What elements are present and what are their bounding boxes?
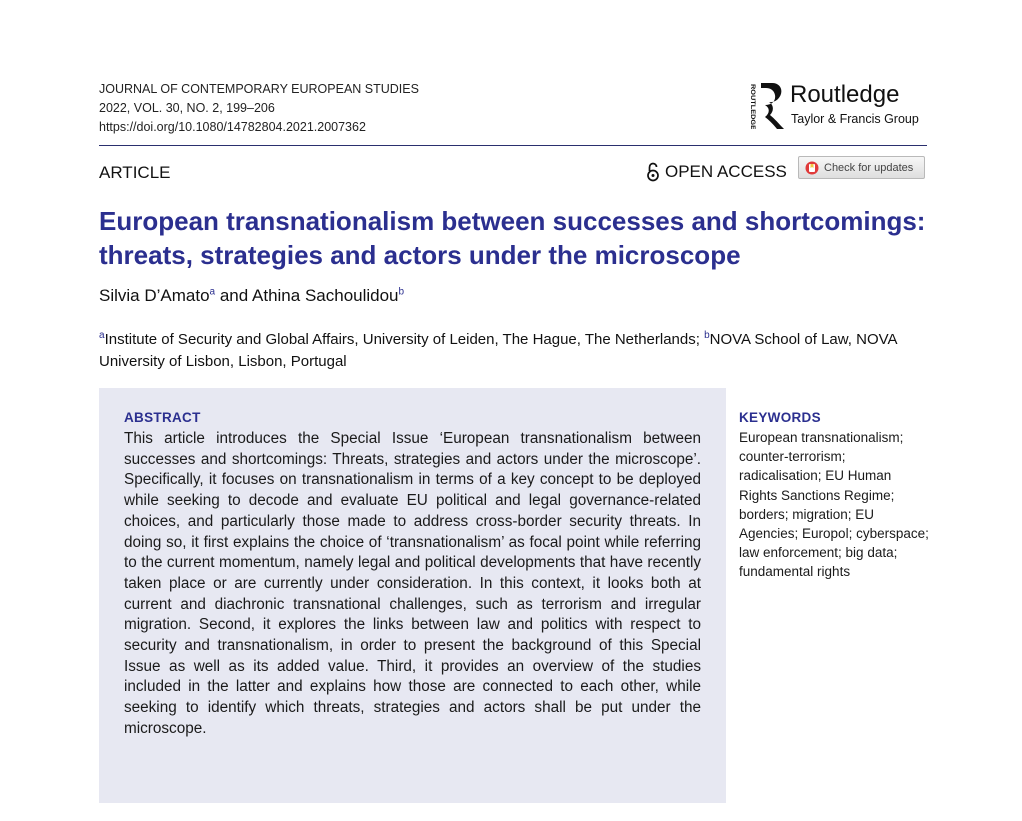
affiliations [99, 325, 929, 373]
publisher-name: Routledge [790, 81, 900, 108]
crossmark-icon [805, 161, 819, 175]
affiliation-a: Institute of Security and Global Affairs, University of Leiden, The Hague, The Netherlands; [104, 331, 700, 348]
author-2[interactable]: Athina Sachoulidou [252, 286, 399, 305]
routledge-vertical-text: ROUTLEDGE [749, 84, 756, 126]
author-list [99, 286, 404, 306]
journal-info [99, 80, 419, 137]
publisher-logo [746, 79, 931, 131]
author-1[interactable]: Silvia D’Amato [99, 286, 210, 305]
article-type-label: ARTICLE [99, 163, 171, 182]
open-access-text: OPEN ACCESS [665, 162, 787, 181]
affiliation-a-marker: a [99, 330, 105, 341]
open-lock-icon [646, 162, 660, 182]
routledge-r-logo [758, 81, 786, 131]
keywords-heading: KEYWORDS [739, 410, 821, 425]
abstract-heading: ABSTRACT [124, 410, 201, 425]
routledge-vertical-wordmark [746, 81, 756, 129]
abstract-body: This article introduces the Special Issue ‘European transnationalism between successes and shortcomings: Threats, strategies and actors under the microscope’. Specifically, it focuses on transnationalism in terms of a key concept to be deployed while seeking to decode and evaluate EU political and legal governance-related choices, and particularly those made to address cross-border security threats. In doing so, it first explains the choice of ‘transnationalism’ as focal point while referring to the current momentum, namely legal and political developments that have recently taken place or are currently under consideration. In this context, it looks both at current and diachronic transnational challenges, such as terrorism and irregular migration. Second, it explores the links between law and politics with respect to security and transnationalism, in order to present the background of this Special Issue as well as its added value. Third, it provides an overview of the studies included in the latter and explains how those are connected to each other, while seeking to identify which threats, strategies and actors shall be put under the microscope. [124, 430, 701, 737]
keywords-list: European transnationalism; counter-terrorism; radicalisation; EU Human Rights Sanctions Regime; borders; migration; EU Agencies; Europol; cyberspace; law enforcement; big data; fundamental rights [739, 430, 929, 580]
affiliation-b-marker: b [704, 330, 710, 341]
publisher-subtitle: Taylor & Francis Group [791, 112, 919, 126]
header-divider [99, 145, 927, 146]
author-1-affiliation-marker: a [209, 286, 216, 298]
journal-name: JOURNAL OF CONTEMPORARY EUROPEAN STUDIES [99, 82, 419, 96]
journal-doi[interactable]: https://doi.org/10.1080/14782804.2021.2007362 [99, 120, 366, 134]
check-for-updates-button[interactable] [798, 156, 925, 179]
author-2-affiliation-marker: b [398, 286, 405, 298]
open-access-label [646, 162, 787, 182]
affiliation-b: NOVA School of Law, NOVA University of Lisbon, Lisbon, Portugal [99, 331, 897, 370]
author-conjunction: and [219, 286, 249, 305]
article-title [99, 204, 934, 272]
journal-volume: 2022, VOL. 30, NO. 2, 199–206 [99, 101, 275, 115]
title-line-1: European transnationalism between successes and shortcomings: [99, 206, 926, 236]
check-for-updates-label: Check for updates [824, 161, 914, 174]
title-line-2: threats, strategies and actors under the microscope [99, 240, 741, 270]
